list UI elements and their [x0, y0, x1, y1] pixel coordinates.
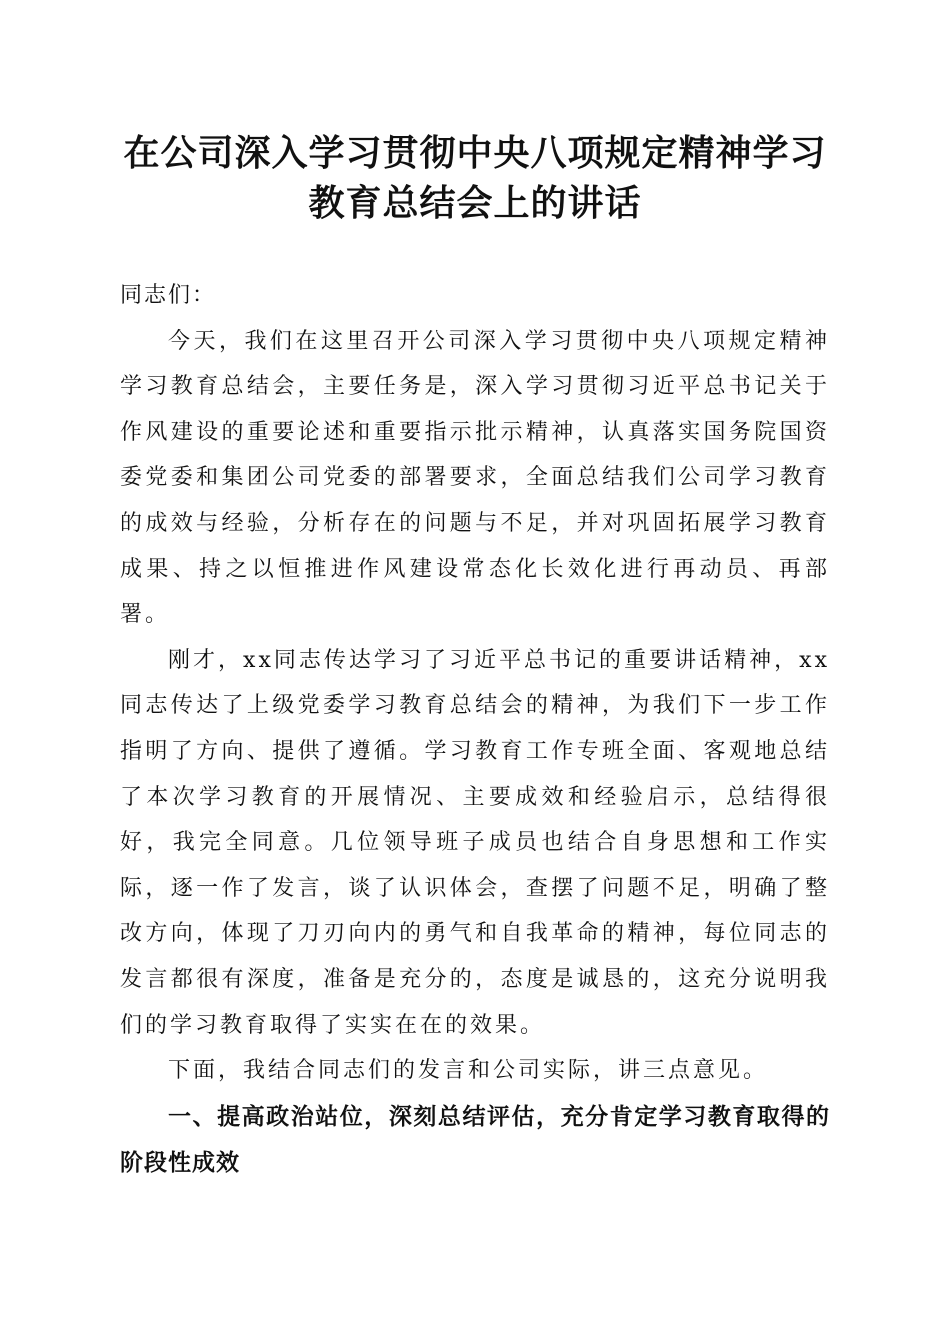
paragraph-transition: 下面，我结合同志们的发言和公司实际，讲三点意见。 [168, 1058, 769, 1084]
section-heading-1: 一、提高政治站位，深刻总结评估，充分肯定学习教育取得的阶段性成效 [120, 1103, 830, 1176]
paragraph-review: 刚才，xx同志传达学习了习近平总书记的重要讲话精神，xx同志传达了上级党委学习教育总结会的精神，为我们下一步工作指明了方向、提供了遵循。学习教育工作专班全面、客观地总结了本次学习教育的开展情况、主要成效和经验启示，总结得很好，我完全同意。几位领导班子成员也结合自身思想和工作实际，逐一作了发言，谈了认识体会，查摆了问题不足，明确了整改方向，体现了刀刃向内的勇气和自我革命的精神，每位同志的发言都很有深度，准备是充分的，态度是诚恳的，这充分说明我们的学习教育取得了实实在在的效果。 [120, 647, 830, 1038]
document-title: 在公司深入学习贯彻中央八项规定精神学习教育总结会上的讲话 [123, 132, 827, 224]
document-body [120, 273, 830, 1186]
paragraph-opening: 今天，我们在这里召开公司深入学习贯彻中央八项规定精神学习教育总结会，主要任务是，深入学习贯彻习近平总书记关于作风建设的重要论述和重要指示批示精神，认真落实国务院国资委党委和集团公司党委的部署要求，全面总结我们公司学习教育的成效与经验，分析存在的问题与不足，并对巩固拓展学习教育成果、持之以恒推进作风建设常态化长效化进行再动员、再部署。 [120, 328, 830, 628]
greeting: 同志们： [120, 283, 217, 308]
